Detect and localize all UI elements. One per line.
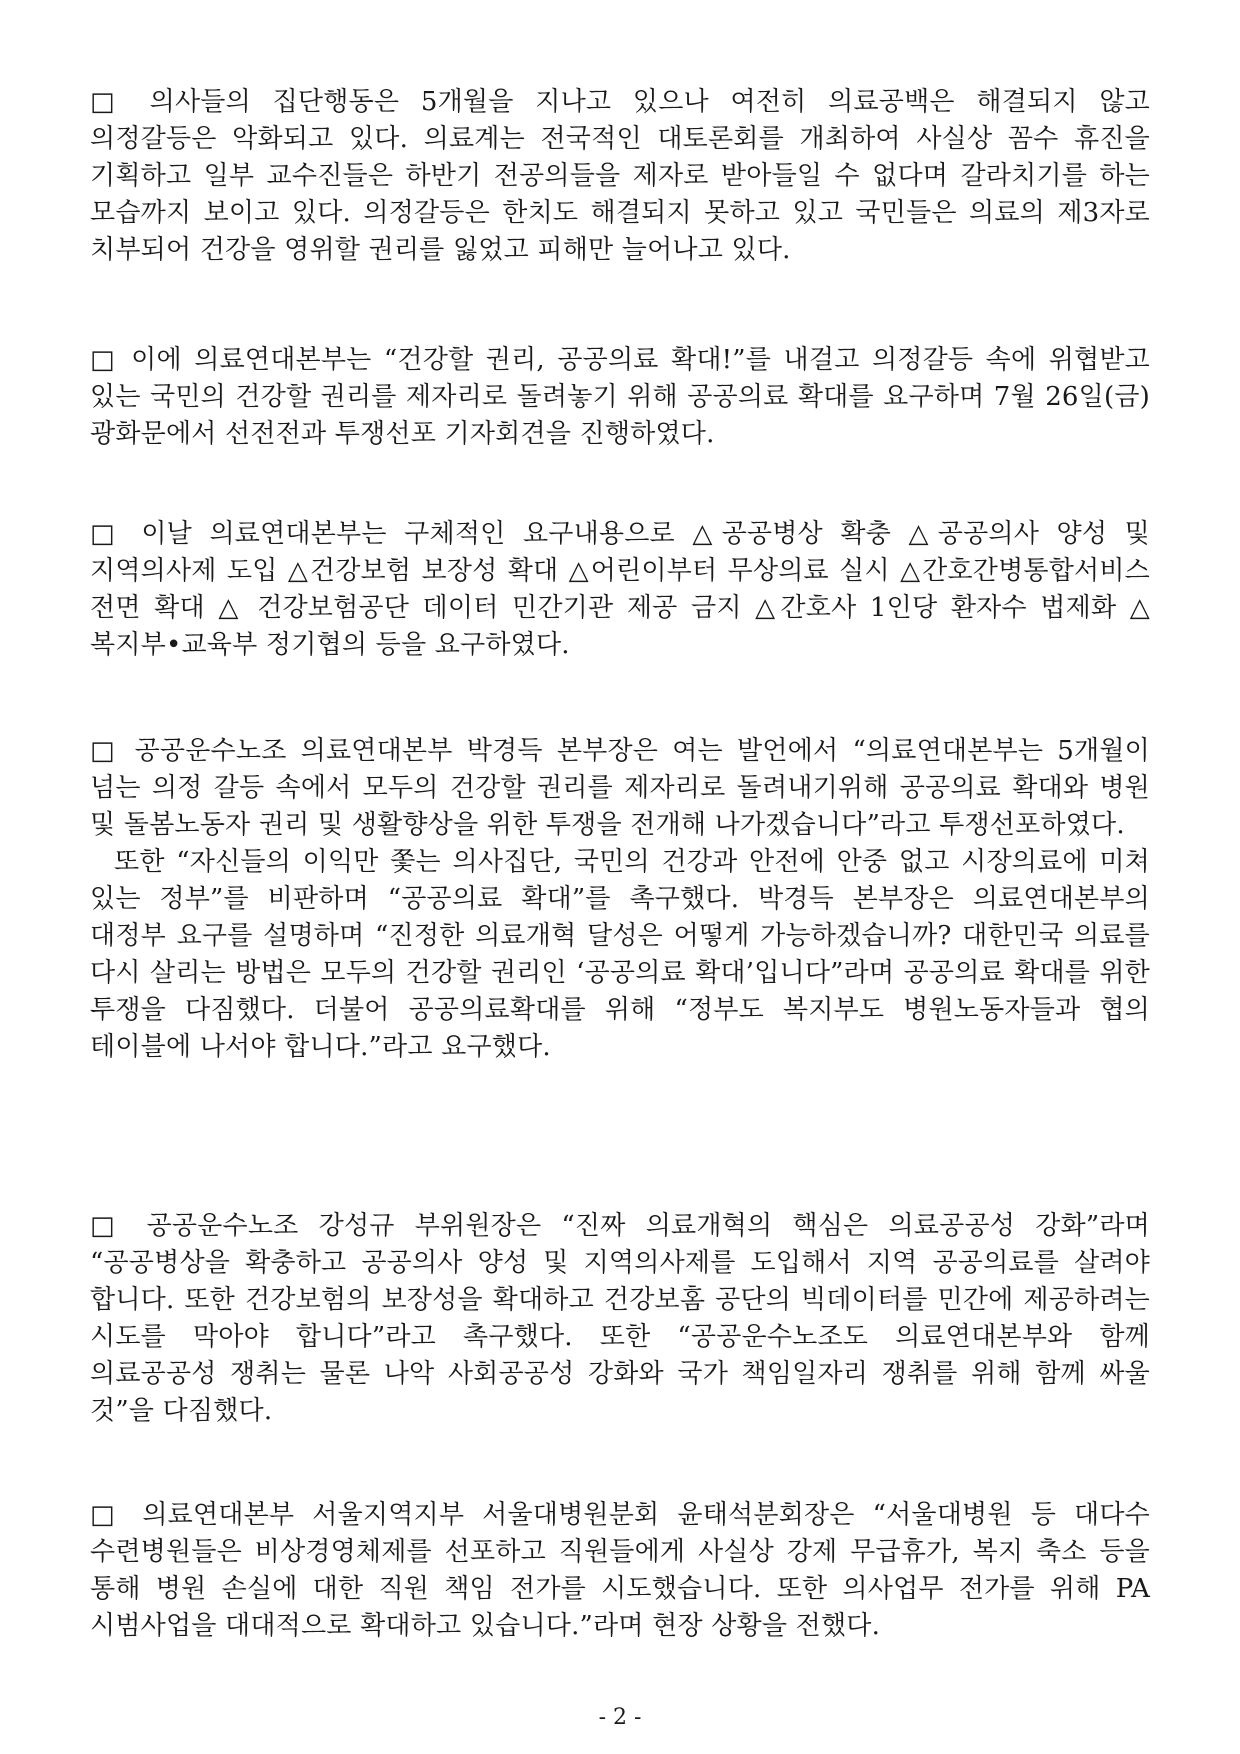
- paragraph-press-conference: □ 이에 의료연대본부는 “건강할 권리, 공공의료 확대!”를 내걸고 의정갈등 속에 위협받고 있는 국민의 건강할 권리를 제자리로 돌려놓기 위해 공공의료 확대를 요구하며 7월 26일(금) 광화문에서 선전전과 투쟁선포 기자회견을 진행하였다.: [90, 345, 1150, 449]
- page-number: - 2 -: [598, 1705, 642, 1730]
- paragraph-opening-remarks: □ 공공운수노조 의료연대본부 박경득 본부장은 여는 발언에서 “의료연대본부는 5개월이 넘는 의정 갈등 속에서 모두의 건강할 권리를 제자리로 돌려내기위해 공공의료 확대와 병원 및 돌봄노동자 권리 및 생활향상을 위한 투쟁을 전개해 나가겠습니다”라고 투쟁선포하였다.: [90, 736, 1150, 840]
- paragraph-snuh-branch-remarks: □ 의료연대본부 서울지역지부 서울대병원분회 윤태석분회장은 “서울대병원 등 대다수 수련병원들은 비상경영체제를 선포하고 직원들에게 사실상 강제 무급휴가, 복지 축소 등을 통해 병원 손실에 대한 직원 책임 전가를 시도했습니다. 또한 의사업무 전가를 위해 PA 시범사업을 대대적으로 확대하고 있습니다.”라며 현장 상황을 전했다.: [90, 1500, 1150, 1641]
- paragraph-doctors-collective-action: □ 의사들의 집단행동은 5개월을 지나고 있으나 여전히 의료공백은 해결되지 않고 의정갈등은 악화되고 있다. 의료계는 전국적인 대토론회를 개최하여 사실상 꼼수 휴진을 기획하고 일부 교수진들은 하반기 전공의들을 제자로 받아들일 수 없다며 갈라치기를 하는 모습까지 보이고 있다. 의정갈등은 한치도 해결되지 못하고 있고 국민들은 의료의 제3자로 치부되어 건강을 영위할 권리를 잃었고 피해만 늘어나고 있다.: [90, 87, 1150, 265]
- paragraph-demands-list: □ 이날 의료연대본부는 구체적인 요구내용으로 △공공병상 확충 △공공의사 양성 및 지역의사제 도입 △건강보험 보장성 확대 △어린이부터 무상의료 실시 △간호간병통합서비스 전면 확대 △ 건강보험공단 데이터 민간기관 제공 금지 △간호사 1인당 환자수 법제화 △ 복지부•교육부 정기협의 등을 요구하였다.: [90, 519, 1150, 660]
- paragraph-headquarters-chief-speech: [90, 733, 1150, 1066]
- paragraph-government-criticism: 또한 “자신들의 이익만 쫓는 의사집단, 국민의 건강과 안전에 안중 없고 시장의료에 미쳐 있는 정부”를 비판하며 “공공의료 확대”를 촉구했다. 박경득 본부장은 의료연대본부의 대정부 요구를 설명하며 “진정한 의료개혁 달성은 어떻게 가능하겠습니까? 대한민국 의료를 다시 살리는 방법은 모두의 건강할 권리인 ‘공공의료 확대’입니다”라며 공공의료 확대를 위한 투쟁을 다짐했다. 더불어 공공의료확대를 위해 “정부도 복지부도 병원노동자들과 협의 테이블에 나서야 합니다.”라고 요구했다.: [90, 847, 1150, 1062]
- paragraph-vice-chair-remarks: □ 공공운수노조 강성규 부위원장은 “진짜 의료개혁의 핵심은 의료공공성 강화”라며 “공공병상을 확충하고 공공의사 양성 및 지역의사제를 도입해서 지역 공공의료를 살려야 합니다. 또한 건강보험의 보장성을 확대하고 건강보홈 공단의 빅데이터를 민간에 제공하려는 시도를 막아야 합니다”라고 촉구했다. 또한 “공공운수노조도 의료연대본부와 함께 의료공공성 쟁취는 물론 나악 사회공공성 강화와 국가 책임일자리 쟁취를 위해 함께 싸울 것”을 다짐했다.: [90, 1211, 1150, 1426]
